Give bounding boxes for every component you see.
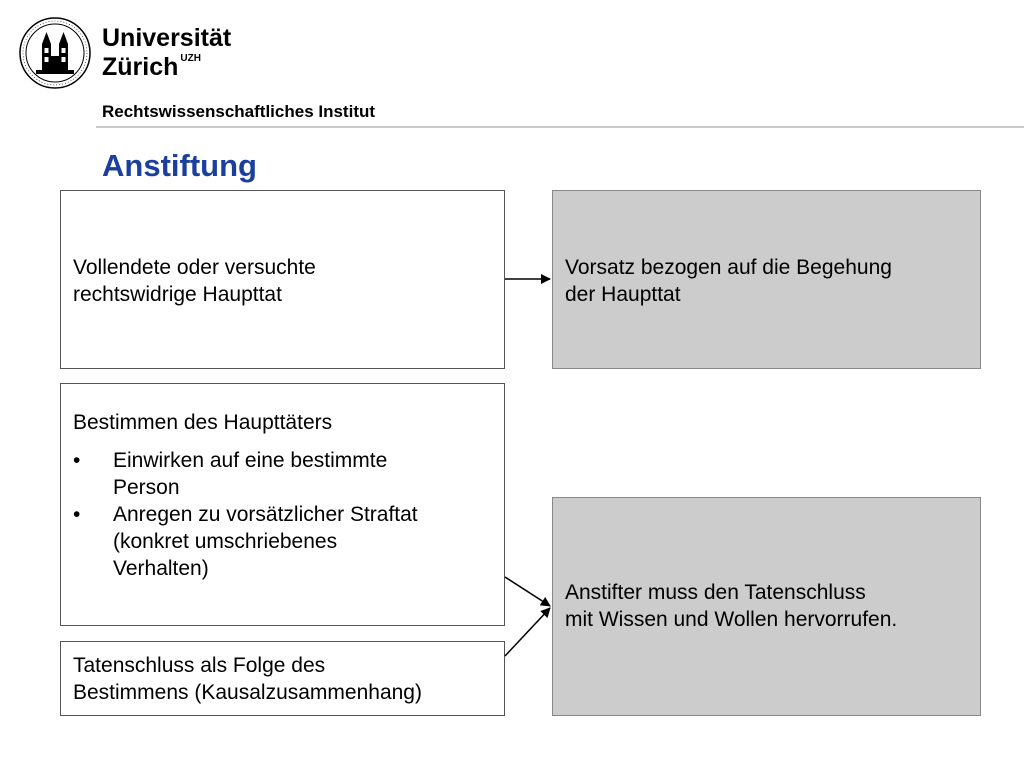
instigator-box bbox=[552, 497, 981, 716]
intent-box bbox=[552, 190, 981, 369]
bullet-item-line: (konkret umschriebenes bbox=[113, 530, 338, 553]
causal-line1: Tatenschluss als Folge des bbox=[73, 654, 326, 677]
arrow-causal-to-instigator bbox=[505, 608, 550, 656]
intent-line1: Vorsatz bezogen auf die Begehung bbox=[565, 256, 892, 279]
university-seal-logo bbox=[18, 16, 92, 90]
bullet-item-incite bbox=[73, 501, 492, 582]
bullet-item-line: Verhalten) bbox=[113, 557, 209, 580]
instigator-line1: Anstifter muss den Tatenschluss bbox=[565, 581, 866, 604]
main-act-line2: rechtswidrige Haupttat bbox=[73, 283, 282, 306]
header-divider bbox=[96, 126, 1024, 128]
determine-heading: Bestimmen des Haupttäters bbox=[73, 411, 333, 434]
wordmark-line1: Universität bbox=[102, 24, 232, 52]
bullet-icon: • bbox=[73, 503, 81, 526]
main-act-line1: Vollendete oder versuchte bbox=[73, 256, 316, 279]
wordmark-uzh: UZH bbox=[180, 53, 201, 64]
determine-box bbox=[60, 383, 505, 626]
bullet-icon: • bbox=[73, 449, 81, 472]
instigator-text bbox=[565, 579, 968, 633]
bullet-item-line: Person bbox=[113, 476, 180, 499]
instigator-line2: mit Wissen und Wollen hervorrufen. bbox=[565, 608, 898, 631]
wordmark-zurich: Zürich bbox=[102, 53, 179, 81]
causal-box bbox=[60, 641, 505, 716]
causal-line2: Bestimmens (Kausalzusammenhang) bbox=[73, 681, 422, 704]
bullet-item-line: Anregen zu vorsätzlicher Straftat bbox=[113, 503, 418, 526]
bullet-item-line: Einwirken auf eine bestimmte bbox=[113, 449, 388, 472]
institute-name: Rechtswissenschaftliches Institut bbox=[102, 102, 376, 121]
wordmark-line2 bbox=[102, 53, 231, 87]
arrow-determine-to-instigator bbox=[505, 577, 550, 606]
slide-title: Anstiftung bbox=[102, 148, 257, 183]
causal-text bbox=[73, 652, 492, 706]
main-act-text bbox=[73, 254, 492, 308]
determine-bullet-list bbox=[73, 447, 492, 582]
main-act-box bbox=[60, 190, 505, 369]
university-wordmark bbox=[102, 24, 231, 87]
intent-text bbox=[565, 254, 968, 308]
intent-line2: der Haupttat bbox=[565, 283, 681, 306]
determine-text bbox=[73, 409, 492, 582]
bullet-item-influence bbox=[73, 447, 492, 501]
